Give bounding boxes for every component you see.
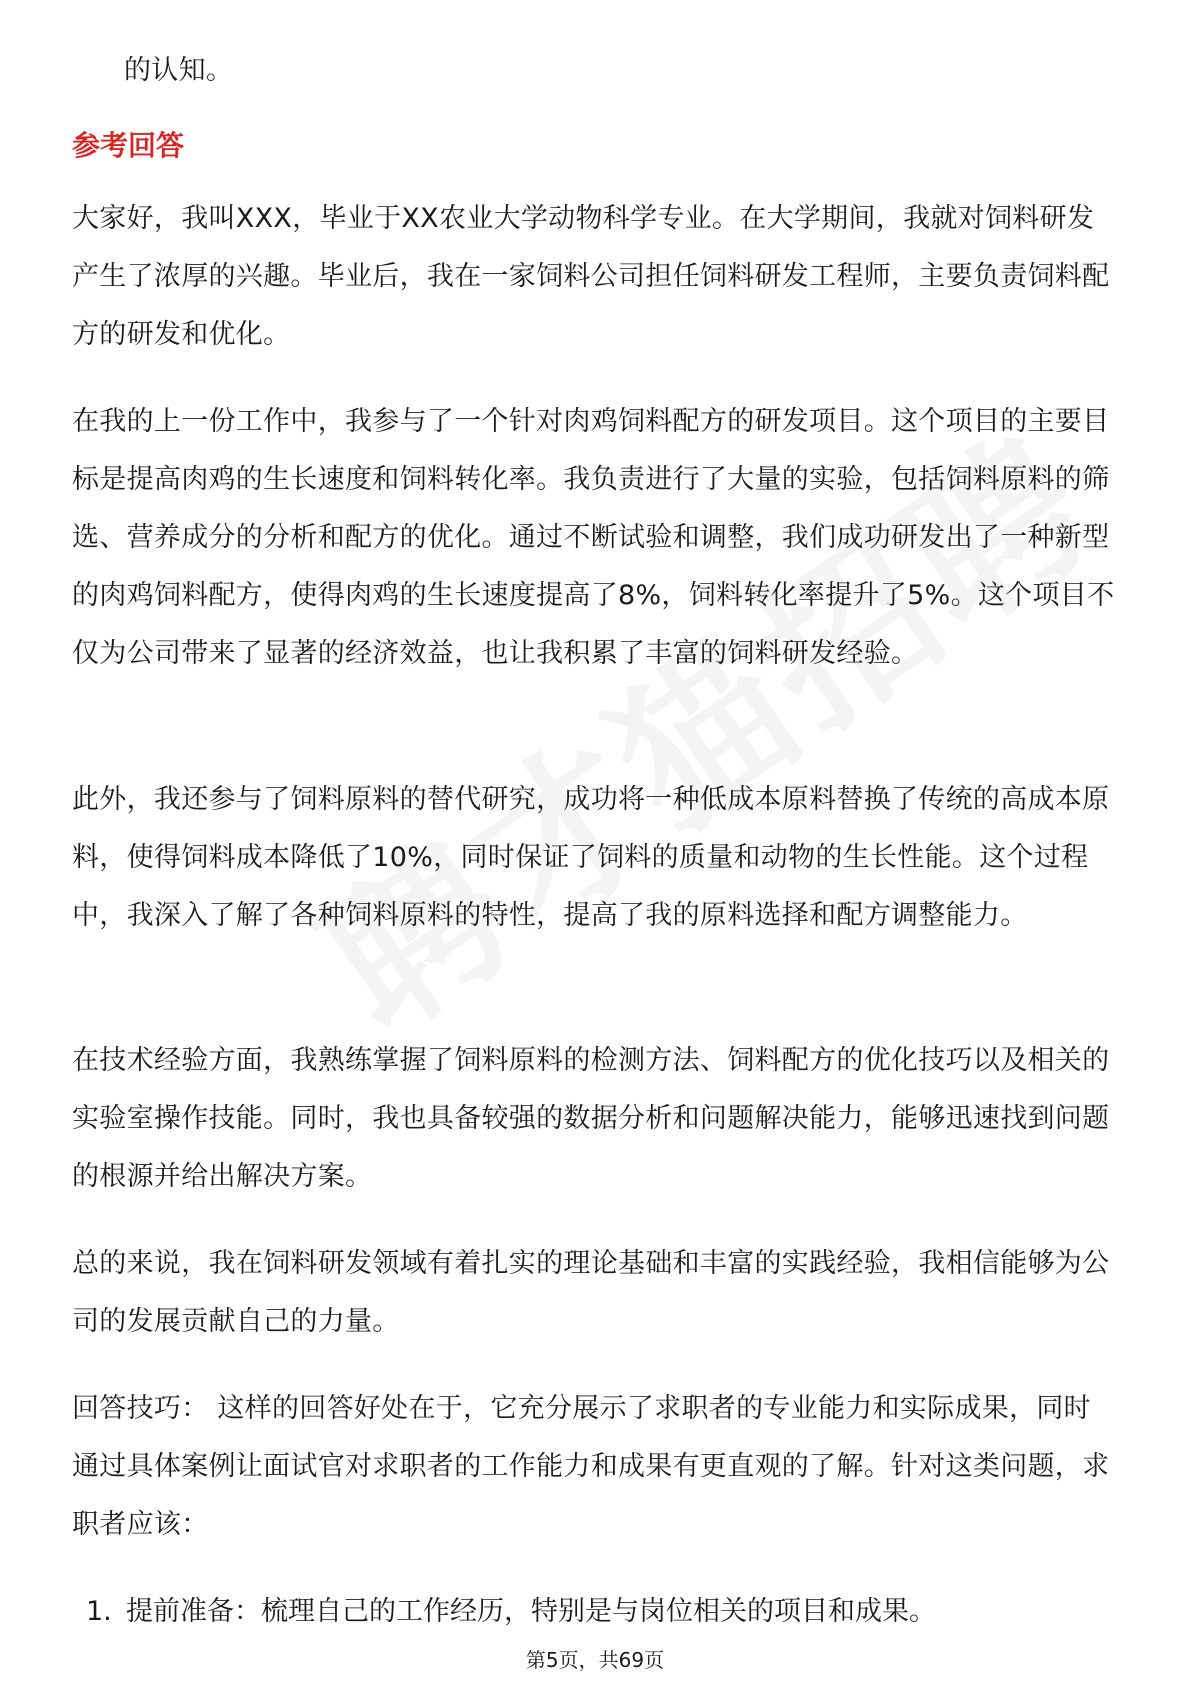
paragraph-intro: 大家好，我叫XXX，毕业于XX农业大学动物科学专业。在大学期间，我就对饲料研发产生了浓厚的兴趣。毕业后，我在一家饲料公司担任饲料研发工程师，主要负责饲料配方的研发和优化。 [72, 203, 1110, 350]
continuation-text: 的认知。 [124, 55, 234, 86]
list-item-text: 梳理自己的工作经历，特别是与岗位相关的项目和成果。 [261, 1596, 936, 1627]
section-heading: 参考回答 [72, 129, 185, 162]
page-footer: 第5页，共69页 [525, 1648, 665, 1672]
paragraph-substitution: 此外，我还参与了饲料原料的替代研究，成功将一种低成本原料替换了传统的高成本原料，使得饲料成本降低了10%，同时保证了饲料的质量和动物的生长性能。这个过程中，我深入了解了各种饲料原料的特性，提高了我的原料选择和配方调整能力。 [72, 784, 1110, 931]
paragraph-technical: 在技术经验方面，我熟练掌握了饲料原料的检测方法、饲料配方的优化技巧以及相关的实验室操作技能。同时，我也具备较强的数据分析和问题解决能力，能够迅速找到问题的根源并给出解决方案。 [72, 1045, 1110, 1192]
paragraph-tips: 回答技巧： 这样的回答好处在于，它充分展示了求职者的专业能力和实际成果，同时通过具体案例让面试官对求职者的工作能力和成果有更直观的了解。针对这类问题，求职者应该： [72, 1393, 1110, 1540]
paragraph-summary: 总的来说，我在饲料研发领域有着扎实的理论基础和丰富的实践经验，我相信能够为公司的发展贡献自己的力量。 [72, 1248, 1110, 1337]
list-item-label: 提前准备： [126, 1596, 261, 1627]
list-item-number: 1. [86, 1596, 112, 1627]
list-item [86, 1583, 1118, 1641]
paragraph-project: 在我的上一份工作中，我参与了一个针对肉鸡饲料配方的研发项目。这个项目的主要目标是提高肉鸡的生长速度和饲料转化率。我负责进行了大量的实验，包括饲料原料的筛选、营养成分的分析和配方的优化。通过不断试验和调整，我们成功研发出了一种新型的肉鸡饲料配方，使得肉鸡的生长速度提高了8%，饲料转化率提升了5%。这个项目不仅为公司带来了显著的经济效益，也让我积累了丰富的饲料研发经验。 [72, 406, 1115, 669]
